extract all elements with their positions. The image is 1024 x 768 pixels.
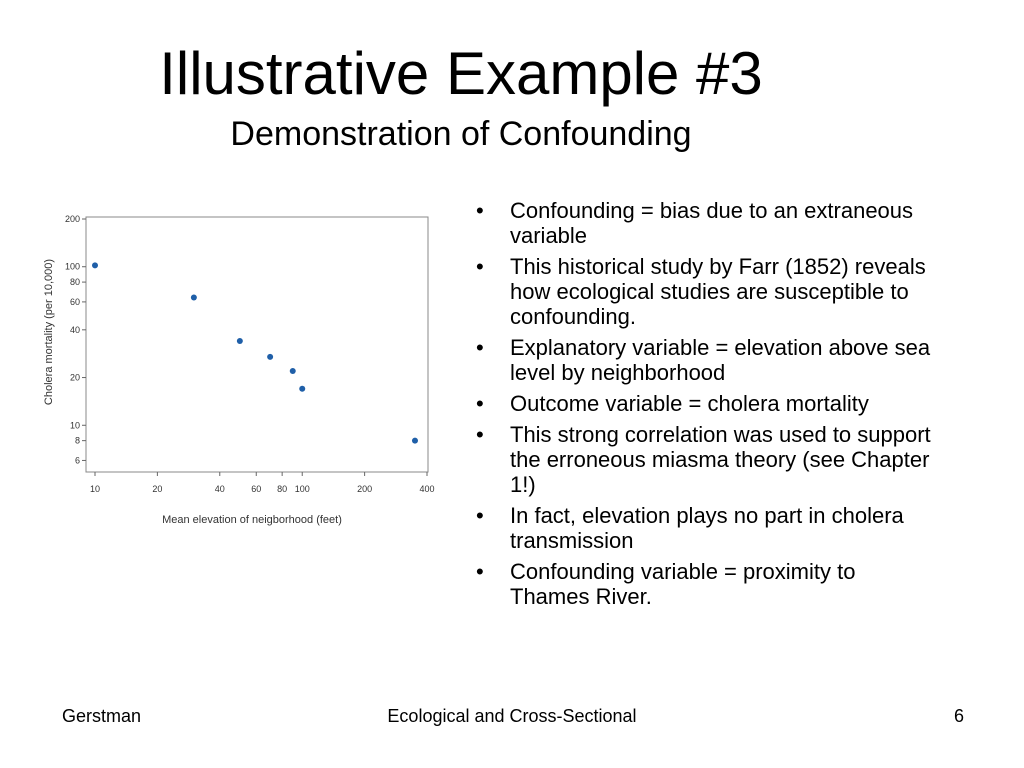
data-point <box>412 438 418 444</box>
x-tick-label: 200 <box>357 484 373 494</box>
bullet-item <box>470 422 940 497</box>
bullet-item <box>470 391 940 416</box>
x-tick-label: 10 <box>89 484 101 494</box>
bullet-item <box>470 254 940 329</box>
scatter-chart <box>30 205 450 535</box>
footer-author: Gerstman <box>62 706 142 726</box>
bullet-item <box>470 335 940 385</box>
data-point <box>290 368 296 374</box>
bullet-item <box>470 503 940 553</box>
y-tick-label: 10 <box>69 420 80 431</box>
bullet-text: Explanatory variable = elevation above sea level by neighborhood <box>510 335 931 385</box>
bullet-text: This historical study by Farr (1852) reveals how ecological studies are susceptible to confounding. <box>510 254 926 329</box>
bullet-item <box>470 559 940 609</box>
slide-subtitle: Demonstration of Confounding <box>230 115 692 153</box>
footer-topic: Ecological and Cross-Sectional <box>387 706 637 726</box>
bullet-text: In fact, elevation plays no part in cholera transmission <box>510 503 904 553</box>
x-tick-label: 80 <box>277 484 288 494</box>
slide-title: Illustrative Example #3 <box>159 40 763 107</box>
data-point <box>299 386 305 392</box>
data-point <box>92 262 98 268</box>
y-axis <box>65 214 86 465</box>
plot-frame <box>86 217 428 472</box>
bullet-text: Confounding variable = proximity to Thames River. <box>510 559 856 609</box>
bullet-dot-icon: • <box>476 503 484 528</box>
bullet-text: Outcome variable = cholera mortality <box>510 391 869 416</box>
data-point <box>267 354 273 360</box>
y-tick-label: 40 <box>69 324 80 335</box>
y-tick-label: 6 <box>74 455 80 466</box>
y-tick-label: 60 <box>69 296 80 307</box>
bullet-item <box>470 198 940 248</box>
x-tick-label: 100 <box>294 484 310 494</box>
y-tick-label: 8 <box>74 435 80 446</box>
bullet-dot-icon: • <box>476 391 484 416</box>
y-axis-label: Cholera mortality (per 10,000) <box>43 258 55 406</box>
page-number: 6 <box>953 706 964 726</box>
x-axis <box>90 472 435 494</box>
x-tick-label: 400 <box>419 484 435 494</box>
bullet-text: Confounding = bias due to an extraneous variable <box>510 198 914 248</box>
y-tick-label: 20 <box>69 372 80 383</box>
bullet-dot-icon: • <box>476 335 484 360</box>
bullet-dot-icon: • <box>476 422 484 447</box>
x-tick-label: 60 <box>251 484 262 494</box>
y-tick-label: 80 <box>69 277 80 288</box>
x-tick-label: 20 <box>152 484 163 494</box>
data-points <box>92 262 418 443</box>
chart-svg <box>30 205 450 535</box>
bullet-dot-icon: • <box>476 254 484 279</box>
data-point <box>191 294 197 300</box>
y-tick-label: 100 <box>64 261 80 272</box>
bullet-dot-icon: • <box>476 559 484 584</box>
y-tick-label: 200 <box>64 214 80 224</box>
bullet-list <box>470 198 940 615</box>
data-point <box>237 338 243 344</box>
x-tick-label: 40 <box>214 484 225 494</box>
x-axis-label: Mean elevation of neigborhood (feet) <box>162 514 342 526</box>
bullet-dot-icon: • <box>476 198 484 223</box>
bullet-text: This strong correlation was used to support the erroneous miasma theory (see Chapter 1!) <box>510 422 931 497</box>
